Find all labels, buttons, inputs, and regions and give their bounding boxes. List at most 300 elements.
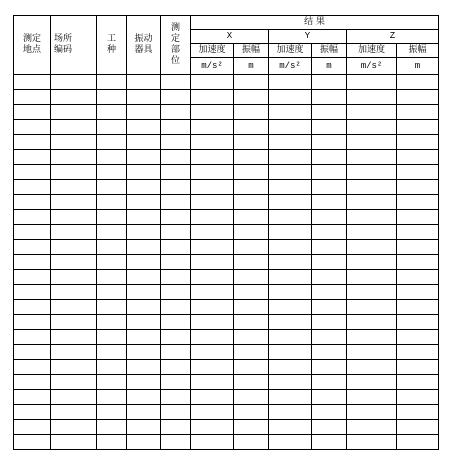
table-cell[interactable] <box>97 345 127 360</box>
table-cell[interactable] <box>97 165 127 180</box>
table-cell[interactable] <box>51 90 97 105</box>
table-cell[interactable] <box>397 150 439 165</box>
table-cell[interactable] <box>347 195 397 210</box>
x-amplitude-unit: m <box>234 58 269 75</box>
table-cell[interactable] <box>312 405 347 420</box>
table-cell[interactable] <box>14 90 51 105</box>
table-cell[interactable] <box>269 360 312 375</box>
table-cell[interactable] <box>97 405 127 420</box>
table-cell[interactable] <box>51 300 97 315</box>
table-cell[interactable] <box>269 375 312 390</box>
table-cell[interactable] <box>97 375 127 390</box>
table-cell[interactable] <box>312 390 347 405</box>
table-cell[interactable] <box>312 210 347 225</box>
table-cell[interactable] <box>397 120 439 135</box>
table-cell[interactable] <box>161 360 191 375</box>
table-cell[interactable] <box>127 165 161 180</box>
table-cell[interactable] <box>269 180 312 195</box>
table-cell[interactable] <box>97 75 127 90</box>
table-cell[interactable] <box>51 270 97 285</box>
table-cell[interactable] <box>234 240 269 255</box>
table-cell[interactable] <box>397 75 439 90</box>
table-cell[interactable] <box>269 330 312 345</box>
table-cell[interactable] <box>347 240 397 255</box>
table-cell[interactable] <box>312 285 347 300</box>
table-cell[interactable] <box>191 360 234 375</box>
table-cell[interactable] <box>269 405 312 420</box>
table-cell[interactable] <box>127 225 161 240</box>
table-cell[interactable] <box>97 105 127 120</box>
table-cell[interactable] <box>191 240 234 255</box>
table-cell[interactable] <box>14 285 51 300</box>
table-cell[interactable] <box>347 330 397 345</box>
table-cell[interactable] <box>269 195 312 210</box>
table-cell[interactable] <box>161 435 191 450</box>
table-cell[interactable] <box>312 315 347 330</box>
table-cell[interactable] <box>397 225 439 240</box>
table-cell[interactable] <box>161 240 191 255</box>
table-cell[interactable] <box>14 300 51 315</box>
table-cell[interactable] <box>234 285 269 300</box>
table-cell[interactable] <box>161 300 191 315</box>
table-cell[interactable] <box>397 105 439 120</box>
table-cell[interactable] <box>161 270 191 285</box>
table-cell[interactable] <box>191 75 234 90</box>
table-cell[interactable] <box>397 345 439 360</box>
table-cell[interactable] <box>347 390 397 405</box>
table-cell[interactable] <box>51 105 97 120</box>
table-cell[interactable] <box>312 345 347 360</box>
table-cell[interactable] <box>191 435 234 450</box>
table-cell[interactable] <box>161 390 191 405</box>
table-cell[interactable] <box>14 210 51 225</box>
table-cell[interactable] <box>234 195 269 210</box>
table-cell[interactable] <box>161 75 191 90</box>
table-cell[interactable] <box>14 255 51 270</box>
table-cell[interactable] <box>269 435 312 450</box>
x-amplitude-label: 振幅 <box>234 44 269 58</box>
table-cell[interactable] <box>397 180 439 195</box>
table-cell[interactable] <box>51 180 97 195</box>
table-cell[interactable] <box>269 135 312 150</box>
table-cell[interactable] <box>51 165 97 180</box>
table-cell[interactable] <box>269 165 312 180</box>
table-cell[interactable] <box>127 345 161 360</box>
table-cell[interactable] <box>269 210 312 225</box>
table-cell[interactable] <box>347 135 397 150</box>
table-cell[interactable] <box>312 75 347 90</box>
table-cell[interactable] <box>347 75 397 90</box>
table-cell[interactable] <box>51 375 97 390</box>
table-cell[interactable] <box>51 285 97 300</box>
table-cell[interactable] <box>97 420 127 435</box>
table-cell[interactable] <box>234 435 269 450</box>
table-cell[interactable] <box>191 330 234 345</box>
table-cell[interactable] <box>397 375 439 390</box>
table-cell[interactable] <box>127 285 161 300</box>
table-cell[interactable] <box>347 255 397 270</box>
table-cell[interactable] <box>127 420 161 435</box>
table-cell[interactable] <box>127 180 161 195</box>
table-cell[interactable] <box>161 90 191 105</box>
table-cell[interactable] <box>97 90 127 105</box>
table-cell[interactable] <box>161 405 191 420</box>
table-cell[interactable] <box>234 210 269 225</box>
table-cell[interactable] <box>269 90 312 105</box>
table-cell[interactable] <box>191 180 234 195</box>
table-cell[interactable] <box>312 360 347 375</box>
table-cell[interactable] <box>312 375 347 390</box>
table-cell[interactable] <box>269 390 312 405</box>
table-cell[interactable] <box>51 315 97 330</box>
table-cell[interactable] <box>234 405 269 420</box>
table-cell[interactable] <box>347 90 397 105</box>
table-cell[interactable] <box>51 255 97 270</box>
table-cell[interactable] <box>234 420 269 435</box>
table-cell[interactable] <box>234 255 269 270</box>
table-cell[interactable] <box>127 300 161 315</box>
table-cell[interactable] <box>397 255 439 270</box>
table-cell[interactable] <box>51 360 97 375</box>
table-cell[interactable] <box>97 120 127 135</box>
table-cell[interactable] <box>191 315 234 330</box>
y-accel-label: 加速度 <box>269 44 312 58</box>
table-cell[interactable] <box>97 225 127 240</box>
table-cell[interactable] <box>347 165 397 180</box>
table-row <box>14 195 439 210</box>
table-cell[interactable] <box>312 225 347 240</box>
table-cell[interactable] <box>397 270 439 285</box>
z-amplitude-unit: m <box>397 58 439 75</box>
table-cell[interactable] <box>51 420 97 435</box>
table-cell[interactable] <box>127 315 161 330</box>
table-cell[interactable] <box>191 120 234 135</box>
table-cell[interactable] <box>51 240 97 255</box>
table-cell[interactable] <box>234 375 269 390</box>
table-cell[interactable] <box>347 270 397 285</box>
table-row <box>14 285 439 300</box>
table-cell[interactable] <box>51 150 97 165</box>
table-cell[interactable] <box>347 150 397 165</box>
table-cell[interactable] <box>269 240 312 255</box>
table-cell[interactable] <box>312 300 347 315</box>
table-cell[interactable] <box>312 255 347 270</box>
table-cell[interactable] <box>269 105 312 120</box>
table-cell[interactable] <box>269 315 312 330</box>
table-cell[interactable] <box>127 90 161 105</box>
y-amplitude-unit: m <box>312 58 347 75</box>
table-cell[interactable] <box>51 390 97 405</box>
table-cell[interactable] <box>269 75 312 90</box>
z-accel-label: 加速度 <box>347 44 397 58</box>
table-cell[interactable] <box>191 420 234 435</box>
table-cell[interactable] <box>269 420 312 435</box>
table-cell[interactable] <box>14 225 51 240</box>
table-cell[interactable] <box>234 105 269 120</box>
table-row <box>14 240 439 255</box>
table-row <box>14 120 439 135</box>
table-cell[interactable] <box>161 165 191 180</box>
table-row <box>14 150 439 165</box>
table-cell[interactable] <box>347 405 397 420</box>
table-cell[interactable] <box>161 150 191 165</box>
table-cell[interactable] <box>397 285 439 300</box>
table-cell[interactable] <box>14 360 51 375</box>
location-header: 测定 地点 <box>14 16 51 75</box>
table-cell[interactable] <box>97 315 127 330</box>
table-cell[interactable] <box>234 165 269 180</box>
table-cell[interactable] <box>234 270 269 285</box>
table-cell[interactable] <box>191 225 234 240</box>
table-cell[interactable] <box>127 375 161 390</box>
table-cell[interactable] <box>97 180 127 195</box>
table-cell[interactable] <box>161 315 191 330</box>
table-cell[interactable] <box>347 315 397 330</box>
y-amplitude-label: 振幅 <box>312 44 347 58</box>
table-cell[interactable] <box>51 330 97 345</box>
table-row <box>14 405 439 420</box>
table-cell[interactable] <box>234 345 269 360</box>
table-cell[interactable] <box>14 315 51 330</box>
work-type-header: 工 种 <box>97 16 127 75</box>
table-cell[interactable] <box>397 435 439 450</box>
table-cell[interactable] <box>127 150 161 165</box>
table-cell[interactable] <box>397 315 439 330</box>
table-cell[interactable] <box>397 360 439 375</box>
table-cell[interactable] <box>191 375 234 390</box>
table-cell[interactable] <box>127 135 161 150</box>
table-cell[interactable] <box>234 150 269 165</box>
table-cell[interactable] <box>51 345 97 360</box>
table-cell[interactable] <box>97 330 127 345</box>
table-cell[interactable] <box>397 420 439 435</box>
table-cell[interactable] <box>14 165 51 180</box>
table-cell[interactable] <box>14 270 51 285</box>
table-cell[interactable] <box>127 270 161 285</box>
table-cell[interactable] <box>234 135 269 150</box>
table-cell[interactable] <box>127 210 161 225</box>
table-cell[interactable] <box>312 420 347 435</box>
table-row <box>14 180 439 195</box>
table-cell[interactable] <box>14 240 51 255</box>
table-cell[interactable] <box>397 90 439 105</box>
table-cell[interactable] <box>127 240 161 255</box>
table-cell[interactable] <box>191 210 234 225</box>
table-cell[interactable] <box>14 330 51 345</box>
table-cell[interactable] <box>161 135 191 150</box>
table-cell[interactable] <box>161 375 191 390</box>
table-cell[interactable] <box>347 435 397 450</box>
table-cell[interactable] <box>191 300 234 315</box>
table-cell[interactable] <box>347 120 397 135</box>
table-cell[interactable] <box>234 75 269 90</box>
table-cell[interactable] <box>191 270 234 285</box>
table-cell[interactable] <box>51 120 97 135</box>
table-cell[interactable] <box>234 180 269 195</box>
table-row <box>14 75 439 90</box>
table-cell[interactable] <box>14 105 51 120</box>
table-cell[interactable] <box>161 285 191 300</box>
table-cell[interactable] <box>51 195 97 210</box>
table-cell[interactable] <box>127 435 161 450</box>
table-cell[interactable] <box>312 105 347 120</box>
table-cell[interactable] <box>347 345 397 360</box>
table-cell[interactable] <box>269 270 312 285</box>
table-cell[interactable] <box>397 240 439 255</box>
table-row <box>14 90 439 105</box>
table-cell[interactable] <box>347 420 397 435</box>
table-cell[interactable] <box>397 405 439 420</box>
table-cell[interactable] <box>191 105 234 120</box>
table-cell[interactable] <box>397 330 439 345</box>
table-cell[interactable] <box>97 285 127 300</box>
table-cell[interactable] <box>14 150 51 165</box>
table-cell[interactable] <box>347 225 397 240</box>
table-cell[interactable] <box>97 240 127 255</box>
table-cell[interactable] <box>347 105 397 120</box>
table-cell[interactable] <box>161 330 191 345</box>
table-cell[interactable] <box>127 390 161 405</box>
table-row <box>14 135 439 150</box>
table-cell[interactable] <box>234 90 269 105</box>
site-code-header: 场所 编码 <box>51 16 97 75</box>
table-cell[interactable] <box>14 435 51 450</box>
table-cell[interactable] <box>397 195 439 210</box>
table-cell[interactable] <box>269 120 312 135</box>
table-cell[interactable] <box>51 435 97 450</box>
table-cell[interactable] <box>191 90 234 105</box>
table-cell[interactable] <box>312 240 347 255</box>
table-cell[interactable] <box>312 135 347 150</box>
table-cell[interactable] <box>14 390 51 405</box>
table-cell[interactable] <box>347 180 397 195</box>
table-cell[interactable] <box>14 75 51 90</box>
table-cell[interactable] <box>127 360 161 375</box>
table-cell[interactable] <box>312 90 347 105</box>
table-cell[interactable] <box>127 195 161 210</box>
table-cell[interactable] <box>127 120 161 135</box>
table-cell[interactable] <box>14 120 51 135</box>
table-cell[interactable] <box>397 165 439 180</box>
table-cell[interactable] <box>161 105 191 120</box>
table-cell[interactable] <box>234 315 269 330</box>
table-cell[interactable] <box>269 345 312 360</box>
table-cell[interactable] <box>191 390 234 405</box>
table-cell[interactable] <box>127 405 161 420</box>
table-cell[interactable] <box>397 135 439 150</box>
table-cell[interactable] <box>51 210 97 225</box>
table-cell[interactable] <box>397 210 439 225</box>
table-cell[interactable] <box>269 300 312 315</box>
table-cell[interactable] <box>234 360 269 375</box>
table-cell[interactable] <box>97 150 127 165</box>
table-cell[interactable] <box>191 345 234 360</box>
table-cell[interactable] <box>191 255 234 270</box>
table-cell[interactable] <box>97 255 127 270</box>
table-cell[interactable] <box>234 225 269 240</box>
table-cell[interactable] <box>97 435 127 450</box>
table-cell[interactable] <box>14 135 51 150</box>
table-row <box>14 255 439 270</box>
table-cell[interactable] <box>161 345 191 360</box>
table-cell[interactable] <box>161 180 191 195</box>
table-cell[interactable] <box>397 300 439 315</box>
table-cell[interactable] <box>347 360 397 375</box>
table-row <box>14 300 439 315</box>
table-cell[interactable] <box>127 255 161 270</box>
table-cell[interactable] <box>269 150 312 165</box>
table-cell[interactable] <box>51 225 97 240</box>
table-cell[interactable] <box>97 300 127 315</box>
table-cell[interactable] <box>347 300 397 315</box>
table-cell[interactable] <box>14 420 51 435</box>
table-cell[interactable] <box>234 300 269 315</box>
table-cell[interactable] <box>97 390 127 405</box>
table-cell[interactable] <box>312 435 347 450</box>
table-cell[interactable] <box>161 195 191 210</box>
table-cell[interactable] <box>191 285 234 300</box>
table-cell[interactable] <box>191 135 234 150</box>
table-cell[interactable] <box>51 135 97 150</box>
table-cell[interactable] <box>14 180 51 195</box>
table-cell[interactable] <box>312 180 347 195</box>
table-cell[interactable] <box>312 195 347 210</box>
table-cell[interactable] <box>312 120 347 135</box>
table-cell[interactable] <box>312 165 347 180</box>
z-accel-unit: m/s² <box>347 58 397 75</box>
table-cell[interactable] <box>14 345 51 360</box>
table-cell[interactable] <box>312 150 347 165</box>
table-cell[interactable] <box>269 225 312 240</box>
table-cell[interactable] <box>14 195 51 210</box>
table-cell[interactable] <box>161 420 191 435</box>
axis-z-header: Z <box>347 30 439 44</box>
table-cell[interactable] <box>191 165 234 180</box>
table-cell[interactable] <box>191 405 234 420</box>
table-cell[interactable] <box>51 75 97 90</box>
table-cell[interactable] <box>347 285 397 300</box>
table-cell[interactable] <box>191 195 234 210</box>
table-cell[interactable] <box>269 255 312 270</box>
table-cell[interactable] <box>97 210 127 225</box>
table-cell[interactable] <box>397 390 439 405</box>
table-cell[interactable] <box>127 330 161 345</box>
table-cell[interactable] <box>161 225 191 240</box>
table-cell[interactable] <box>191 150 234 165</box>
table-cell[interactable] <box>234 390 269 405</box>
table-cell[interactable] <box>347 210 397 225</box>
table-row <box>14 360 439 375</box>
table-cell[interactable] <box>269 285 312 300</box>
table-cell[interactable] <box>14 375 51 390</box>
table-cell[interactable] <box>127 105 161 120</box>
table-cell[interactable] <box>161 120 191 135</box>
table-cell[interactable] <box>234 330 269 345</box>
table-cell[interactable] <box>51 405 97 420</box>
table-cell[interactable] <box>127 75 161 90</box>
table-cell[interactable] <box>97 360 127 375</box>
table-cell[interactable] <box>97 195 127 210</box>
table-cell[interactable] <box>97 135 127 150</box>
table-cell[interactable] <box>347 375 397 390</box>
table-cell[interactable] <box>14 405 51 420</box>
table-cell[interactable] <box>234 120 269 135</box>
table-cell[interactable] <box>161 255 191 270</box>
table-cell[interactable] <box>312 330 347 345</box>
table-cell[interactable] <box>312 270 347 285</box>
table-cell[interactable] <box>97 270 127 285</box>
table-cell[interactable] <box>161 210 191 225</box>
